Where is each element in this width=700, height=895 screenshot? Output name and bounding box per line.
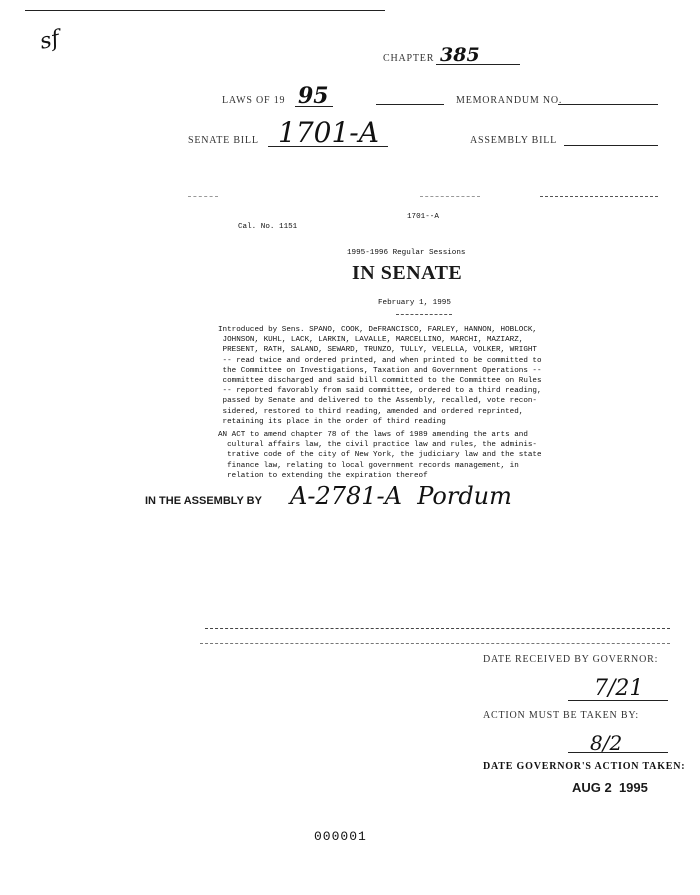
memorandum-label: MEMORANDUM NO. (456, 95, 563, 106)
action-taken-value: AUG 2 1995 (572, 780, 648, 795)
margin-note: sf (37, 26, 62, 55)
chamber-title: IN SENATE (352, 262, 463, 284)
senate-bill-line (268, 146, 388, 147)
assembly-bill-handwritten: A-2781-A Pordum (290, 482, 512, 510)
upper-separator-left (188, 196, 218, 197)
senate-bill-label: SENATE BILL (188, 135, 259, 146)
assembly-stamp: IN THE ASSEMBLY BY (145, 495, 262, 507)
lower-separator-1 (205, 628, 670, 629)
chapter-value: 385 (440, 44, 480, 66)
chapter-line (436, 64, 520, 65)
laws-value: 95 (298, 83, 329, 109)
assembly-bill-line (564, 145, 658, 146)
upper-separator-mid (420, 196, 480, 197)
assembly-bill-label: ASSEMBLY BILL (470, 135, 558, 146)
cal-number: Cal. No. 1151 (238, 223, 298, 231)
laws-blank-line (376, 104, 444, 105)
action-deadline-line (568, 752, 668, 753)
senate-bill-value: 1701-A (278, 116, 379, 149)
upper-separator-right (540, 196, 658, 197)
bill-date: February 1, 1995 (378, 299, 451, 307)
date-underline (396, 314, 452, 315)
action-deadline-label: ACTION MUST BE TAKEN BY: (483, 710, 640, 721)
received-line (568, 700, 668, 701)
page-number: 000001 (314, 829, 367, 844)
laws-line (295, 106, 333, 107)
lower-separator-2 (200, 643, 670, 644)
chapter-label: CHAPTER (383, 53, 435, 64)
received-value: 7/21 (594, 676, 644, 701)
introduction-text: Introduced by Sens. SPANO, COOK, DeFRANCISCO, FARLEY, HANNON, HOBLOCK, JOHNSON, KUHL, LACK, LARKIN, LAVALLE, MARCELLINO, MARCHI, MAZIARZ, PRESENT, RATH, SALAND, SEWARD, TRUNZO, TULLY, VELELLA, VOLKER, WRIGHT -- read twice and ordered printed, and when printed to be committed to the Committee on Investigations, Taxation and Government Operations -- committee discharged and said bill committed to the Committee on Rules -- reported favorably from said committee, ordered to a third reading, passed by Senate and delivered to the Assembly, recalled, vote recon- sidered, restored to third reading, amended and ordered reprinted, retaining its place in the order of third reading (218, 326, 542, 426)
act-title: AN ACT to amend chapter 78 of the laws of 1989 amending the arts and cultural affairs law, the civil practice law and rules, the adminis- trative code of the city of New York, the judiciary law and the state finance law, relating to local government records management, in relation to extending the expiration thereof (218, 431, 542, 480)
action-taken-label: DATE GOVERNOR'S ACTION TAKEN: (483, 761, 686, 772)
memorandum-line (558, 104, 658, 105)
laws-label: LAWS OF 19 (222, 95, 286, 106)
bill-code: 1701--A (407, 213, 439, 221)
action-deadline-value: 8/2 (590, 731, 623, 755)
session-title: 1995-1996 Regular Sessions (347, 249, 466, 257)
received-label: DATE RECEIVED BY GOVERNOR: (483, 654, 659, 665)
top-rule (25, 10, 385, 11)
